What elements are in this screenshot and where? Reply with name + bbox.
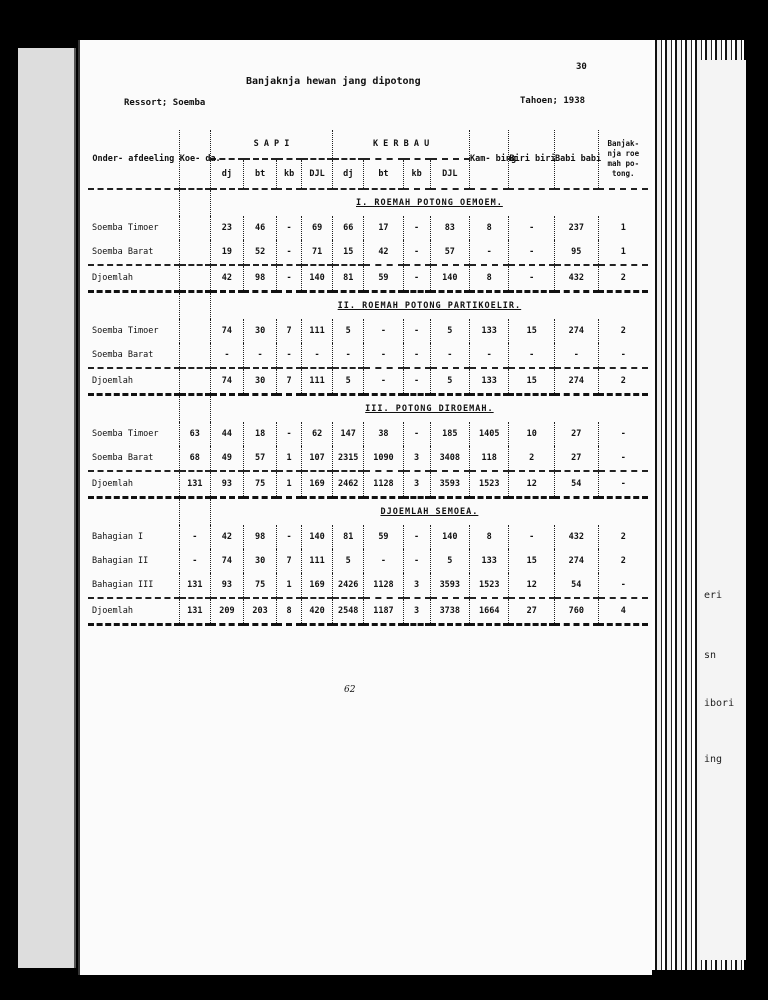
section-title-row <box>88 395 648 423</box>
table-cell: 111 <box>302 368 333 395</box>
table-cell: 2 <box>598 319 648 343</box>
section-title-row <box>88 292 648 320</box>
table-cell: 30 <box>244 549 277 573</box>
table-cell: 1187 <box>364 598 403 625</box>
row-label: Bahagian I <box>92 532 144 542</box>
table-cell: - <box>509 240 555 265</box>
table-cell: 3 <box>403 598 430 625</box>
table-cell: 1128 <box>364 573 403 598</box>
table-cell: - <box>430 343 469 368</box>
sub-header: bt <box>364 159 403 189</box>
table-cell: 2462 <box>333 471 364 498</box>
header-row-1 <box>88 130 648 159</box>
table-cell: 140 <box>302 525 333 549</box>
table-cell: 15 <box>509 319 555 343</box>
edge-word: ibori <box>704 698 735 709</box>
table-row <box>88 549 648 573</box>
row-label: Djoemlah <box>88 471 179 498</box>
resort-value: Soemba <box>172 98 206 108</box>
table-cell: 10 <box>509 422 555 446</box>
table-row <box>88 265 648 292</box>
table-cell: 83 <box>430 216 469 240</box>
table-cell: 3 <box>403 573 430 598</box>
table-cell: 54 <box>555 471 599 498</box>
table-cell: 15 <box>509 549 555 573</box>
table-cell: 203 <box>244 598 277 625</box>
table-cell: 75 <box>244 471 277 498</box>
table-cell: 62 <box>302 422 333 446</box>
table-cell: 5 <box>333 549 364 573</box>
resort-label: Ressort; Soemba <box>124 98 206 108</box>
table-cell: 111 <box>302 549 333 573</box>
table-cell: 23 <box>210 216 243 240</box>
table-row <box>88 422 648 446</box>
table-cell: 1128 <box>364 471 403 498</box>
table-cell: - <box>509 216 555 240</box>
table-cell: 52 <box>244 240 277 265</box>
table-cell: - <box>277 240 302 265</box>
table-cell: 69 <box>302 216 333 240</box>
table-cell: - <box>277 525 302 549</box>
table-cell: 49 <box>210 446 243 471</box>
section-title: III. POTONG DIROEMAH. <box>210 395 648 423</box>
table-cell: 8 <box>470 525 509 549</box>
table-body <box>88 189 648 630</box>
table-cell: 133 <box>470 319 509 343</box>
table-cell: 57 <box>244 446 277 471</box>
table-cell: 1 <box>598 240 648 265</box>
table-cell: 63 <box>179 422 210 446</box>
table-cell: 42 <box>364 240 403 265</box>
table-cell <box>179 368 210 395</box>
table-cell: 131 <box>179 598 210 625</box>
table-cell <box>179 240 210 265</box>
table-cell: 1405 <box>470 422 509 446</box>
sub-header: DJL <box>302 159 333 189</box>
table-cell: - <box>210 343 243 368</box>
table-cell: 118 <box>470 446 509 471</box>
table-cell: 3 <box>403 446 430 471</box>
document-page <box>78 40 652 975</box>
table-cell: 7 <box>277 319 302 343</box>
table-cell: 1 <box>277 573 302 598</box>
slaughter-table <box>88 130 648 630</box>
table-cell: 7 <box>277 368 302 395</box>
table-cell: 133 <box>470 549 509 573</box>
sub-header: DJL <box>430 159 469 189</box>
table-cell: 42 <box>210 265 243 292</box>
table-cell: 131 <box>179 471 210 498</box>
table-cell: 140 <box>430 525 469 549</box>
table-cell: 2 <box>598 549 648 573</box>
table-cell: 169 <box>302 471 333 498</box>
table-cell: 12 <box>509 573 555 598</box>
sub-header: dj <box>210 159 243 189</box>
table-cell: 111 <box>302 319 333 343</box>
table-cell: 185 <box>430 422 469 446</box>
table-cell: 3 <box>403 471 430 498</box>
edge-word: sn <box>704 650 717 661</box>
table-cell: 75 <box>244 573 277 598</box>
table-row <box>88 446 648 471</box>
row-label: Soemba Barat <box>92 350 154 360</box>
table-cell: - <box>364 549 403 573</box>
table-cell: 3738 <box>430 598 469 625</box>
table-cell: 81 <box>333 265 364 292</box>
table-cell: - <box>509 525 555 549</box>
table-cell: 42 <box>210 525 243 549</box>
table-cell: 760 <box>555 598 599 625</box>
header-koeda: Koe- da. <box>179 130 210 189</box>
table-cell: 2 <box>598 265 648 292</box>
table-cell: - <box>179 525 210 549</box>
table-row <box>88 598 648 625</box>
table-cell: 3593 <box>430 471 469 498</box>
table-cell: - <box>598 471 648 498</box>
sub-header: dj <box>333 159 364 189</box>
row-label: Bahagian II <box>92 556 149 566</box>
row-label: Djoemlah <box>88 265 179 292</box>
table-cell: 59 <box>364 525 403 549</box>
table-cell: 420 <box>302 598 333 625</box>
sub-header: bt <box>244 159 277 189</box>
table-cell: - <box>598 573 648 598</box>
table-cell: 66 <box>333 216 364 240</box>
row-label: Bahagian III <box>92 580 154 590</box>
edge-word: eri <box>704 590 723 601</box>
header-kerbau: K E R B A U <box>333 130 470 159</box>
table-row <box>88 471 648 498</box>
table-cell: - <box>403 240 430 265</box>
handwritten-note: 62 <box>344 685 356 695</box>
table-cell: 147 <box>333 422 364 446</box>
table-cell: 98 <box>244 525 277 549</box>
table-row <box>88 573 648 598</box>
table-cell: 1 <box>598 216 648 240</box>
table-cell: 17 <box>364 216 403 240</box>
table-cell: 107 <box>302 446 333 471</box>
table-cell: - <box>403 265 430 292</box>
table-cell: 93 <box>210 573 243 598</box>
section-title: II. ROEMAH POTONG PARTIKOELIR. <box>210 292 648 320</box>
table-row <box>88 319 648 343</box>
table-cell: 2 <box>509 446 555 471</box>
table-cell: 4 <box>598 598 648 625</box>
table-cell: - <box>403 525 430 549</box>
table-cell: 432 <box>555 525 599 549</box>
sub-header: kb <box>277 159 302 189</box>
table-cell: 169 <box>302 573 333 598</box>
table-cell <box>179 343 210 368</box>
table-cell: 2548 <box>333 598 364 625</box>
table-cell: 237 <box>555 216 599 240</box>
table-cell: 5 <box>430 319 469 343</box>
table-cell: 68 <box>179 446 210 471</box>
table-cell: - <box>364 319 403 343</box>
table-cell: - <box>277 343 302 368</box>
row-label: Soemba Timoer <box>92 326 159 336</box>
header-biri: Biri biri <box>509 130 555 189</box>
section-title: I. ROEMAH POTONG OEMOEM. <box>210 189 648 216</box>
table-cell: 8 <box>470 216 509 240</box>
table-cell: 54 <box>555 573 599 598</box>
table-cell: 74 <box>210 319 243 343</box>
header-kambing: Kam- bing <box>470 130 509 189</box>
table-cell: 19 <box>210 240 243 265</box>
table-row <box>88 240 648 265</box>
table-cell: - <box>277 216 302 240</box>
year-label: Tahoen; 1938 <box>520 96 586 106</box>
table-row <box>88 368 648 395</box>
table-cell: 15 <box>509 368 555 395</box>
table-cell <box>179 216 210 240</box>
table-cell: - <box>179 549 210 573</box>
section-title-row <box>88 498 648 526</box>
table-cell: 5 <box>430 549 469 573</box>
table-cell: 1090 <box>364 446 403 471</box>
table-cell: 1 <box>277 471 302 498</box>
next-page-strip <box>700 60 746 960</box>
edge-word: ing <box>704 754 723 765</box>
table-cell: 12 <box>509 471 555 498</box>
table-cell: - <box>555 343 599 368</box>
table-cell: 27 <box>509 598 555 625</box>
table-cell: 30 <box>244 368 277 395</box>
table-cell: 432 <box>555 265 599 292</box>
table-cell: - <box>403 216 430 240</box>
year-value: 1938 <box>563 96 586 106</box>
table-cell: 98 <box>244 265 277 292</box>
row-label: Soemba Barat <box>92 247 154 257</box>
table-cell: 57 <box>430 240 469 265</box>
table-cell: - <box>244 343 277 368</box>
table-cell: 140 <box>430 265 469 292</box>
table-cell: 274 <box>555 368 599 395</box>
table-cell: 15 <box>333 240 364 265</box>
table-cell: - <box>509 343 555 368</box>
table-row <box>88 343 648 368</box>
row-label: Soemba Barat <box>92 453 154 463</box>
table-cell: - <box>403 319 430 343</box>
table-cell: 2 <box>598 368 648 395</box>
table-cell: 46 <box>244 216 277 240</box>
table-cell: 1523 <box>470 573 509 598</box>
table-cell: - <box>598 343 648 368</box>
table-row <box>88 216 648 240</box>
table-cell: 2315 <box>333 446 364 471</box>
table-cell: 2 <box>598 525 648 549</box>
table-cell: 274 <box>555 549 599 573</box>
table-cell: 8 <box>470 265 509 292</box>
table-cell <box>179 265 210 292</box>
table-cell: - <box>598 446 648 471</box>
table-cell: 3408 <box>430 446 469 471</box>
table-cell: - <box>470 343 509 368</box>
row-label: Djoemlah <box>88 368 179 395</box>
table-cell: 38 <box>364 422 403 446</box>
header-banjak: Banjak- nja roe mah po- tong. <box>598 130 648 189</box>
table-cell: 95 <box>555 240 599 265</box>
table-cell: 71 <box>302 240 333 265</box>
table-cell: 2426 <box>333 573 364 598</box>
table-cell: 274 <box>555 319 599 343</box>
table-cell: 74 <box>210 368 243 395</box>
table-cell: - <box>509 265 555 292</box>
row-label: Soemba Timoer <box>92 429 159 439</box>
row-label: Djoemlah <box>88 598 179 625</box>
sub-header: kb <box>403 159 430 189</box>
table-cell: 1523 <box>470 471 509 498</box>
table-cell: 7 <box>277 549 302 573</box>
header-sapi: S A P I <box>210 130 332 159</box>
left-page-edge <box>18 48 76 968</box>
table-cell: 133 <box>470 368 509 395</box>
table-cell: 140 <box>302 265 333 292</box>
table-cell: 209 <box>210 598 243 625</box>
header-babi: Babi babi <box>555 130 599 189</box>
table-cell: 3593 <box>430 573 469 598</box>
table-cell: 81 <box>333 525 364 549</box>
table-cell: - <box>470 240 509 265</box>
table-cell: 131 <box>179 573 210 598</box>
table-cell: 44 <box>210 422 243 446</box>
table-cell: 27 <box>555 422 599 446</box>
table-cell: - <box>277 422 302 446</box>
table-cell: - <box>333 343 364 368</box>
row-label: Soemba Timoer <box>92 223 159 233</box>
table-cell: - <box>364 368 403 395</box>
page-number: 30 <box>576 62 587 72</box>
table-row <box>88 525 648 549</box>
section-title-row <box>88 189 648 216</box>
header-onderafdeeling: Onder- afdeeling <box>92 154 175 164</box>
table-cell: 1664 <box>470 598 509 625</box>
table-cell: 59 <box>364 265 403 292</box>
table-cell: 5 <box>333 368 364 395</box>
table-cell: 1 <box>277 446 302 471</box>
table-cell: - <box>403 422 430 446</box>
table-cell: - <box>302 343 333 368</box>
page-title: Banjaknja hewan jang dipotong <box>246 76 421 87</box>
table-cell: - <box>277 265 302 292</box>
table-bottom-rule <box>88 625 648 631</box>
section-title: DJOEMLAH SEMOEA. <box>210 498 648 526</box>
table-cell: 30 <box>244 319 277 343</box>
table-cell: 8 <box>277 598 302 625</box>
table-cell: - <box>403 549 430 573</box>
table-cell: - <box>598 422 648 446</box>
table-cell: - <box>403 368 430 395</box>
table-cell: 74 <box>210 549 243 573</box>
table-cell: - <box>403 343 430 368</box>
table-cell <box>179 319 210 343</box>
table-cell: 5 <box>430 368 469 395</box>
table-cell: 27 <box>555 446 599 471</box>
table-cell: 93 <box>210 471 243 498</box>
table-cell: 5 <box>333 319 364 343</box>
table-cell: 18 <box>244 422 277 446</box>
table-cell: - <box>364 343 403 368</box>
